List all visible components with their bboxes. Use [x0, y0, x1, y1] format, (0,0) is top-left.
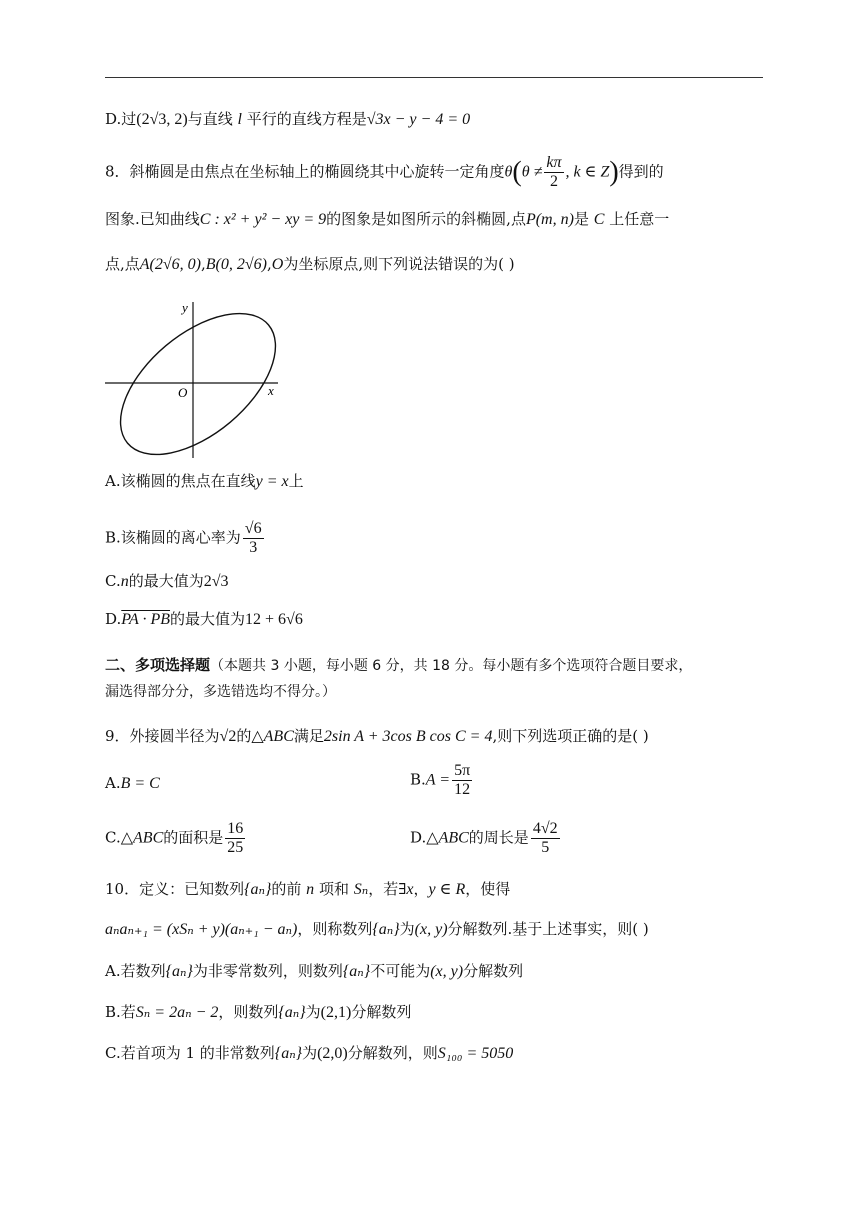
q10-b-text-2: ，则数列 [218, 1003, 279, 1021]
q9-option-a [105, 772, 160, 795]
q10-text-e: ， [413, 880, 429, 898]
q9-b-fraction: $\frac{5\pi}{12}$ [454, 762, 471, 798]
q10-b-eq: Sₙ = 2aₙ − 2 [135, 1004, 219, 1021]
q9-radius: √2 [219, 728, 237, 745]
q10-text-b: 的前 [271, 880, 302, 898]
q10-a-text-3: 不可能为 [370, 962, 431, 980]
q10-text-g: ，则称数列 [297, 920, 373, 938]
q10-c-eq: S₁₀₀ = 5050 [437, 1045, 514, 1062]
q10-c-seq: {aₙ} [274, 1045, 303, 1062]
q7-option-d [105, 108, 470, 131]
q8-b-text: B.该椭圆的离心率为 [105, 528, 241, 547]
q8-a-suffix: 上 [288, 472, 304, 490]
q9-equation: 2sin A + 3cos B cos C = 4 [323, 728, 493, 745]
q10-b-xy: (2,1) [320, 1004, 352, 1021]
q7-d-prefix: D.过 [105, 110, 137, 128]
q10-y: y ∈ R [428, 881, 466, 898]
q10-x: x [406, 881, 414, 898]
q9-option-c [105, 820, 247, 857]
q7-d-equation: √3x − y − 4 = 0 [366, 111, 471, 128]
section2-note-2: 漏选得部分分，多选错选均不得分。） [105, 684, 336, 700]
q10-n: n [306, 881, 315, 898]
q10-line-1 [105, 878, 510, 901]
q10-a-text-4: 分解数列 [463, 962, 524, 980]
q9-triangle: △ABC [251, 728, 294, 745]
q8-point-p: P(m, n) [525, 211, 574, 228]
origin-label: O [178, 385, 188, 400]
q9-option-b [410, 762, 474, 799]
q8-sep: , [201, 255, 206, 273]
q10-text-h: 为 [399, 920, 415, 938]
q9-text-c: 满足 [293, 727, 324, 745]
q9-c-fraction: $\frac{16}{25}$ [227, 820, 244, 856]
q8-d-vectors: PA · PB [121, 611, 171, 628]
q8-c-prefix: C. [105, 572, 121, 590]
q8-stem-1: 8．斜椭圆是由焦点在坐标轴上的椭圆绕其中心旋转一定角度 [105, 162, 505, 181]
q10-text-c: 项和 [318, 880, 349, 898]
q9-d-text: 的周长是 [468, 828, 529, 847]
q8-line-3 [105, 253, 515, 276]
q9-b-prefix: B. [410, 770, 426, 789]
q8-stem-1b: 得到的 [618, 162, 664, 181]
q10-text-i: 分解数列.基于上述事实，则( ) [447, 920, 649, 938]
q9-stem [105, 725, 649, 748]
q7-d-text2: 平行的直线方程是 [246, 110, 367, 128]
q9-text-b: 的 [236, 727, 252, 745]
q8-stem-3: 点,点 [105, 255, 140, 273]
q10-b-text-3: 为 [305, 1003, 321, 1021]
q10-a-seq: {aₙ} [165, 963, 193, 980]
header-rule [105, 77, 763, 78]
q8-stem-3c: 为坐标原点,则下列说法错误的为( ) [283, 255, 515, 273]
q8-d-value: 12 + 6√6 [245, 611, 303, 628]
q10-definition-eq: aₙaₙ₊₁ = (xSₙ + y)(aₙ₊₁ − aₙ) [105, 921, 298, 938]
q10-text-f: ，使得 [465, 880, 511, 898]
q8-c-text: 的最大值为 [128, 572, 204, 590]
q10-seq-2: {aₙ} [372, 921, 400, 938]
section2-header [105, 654, 692, 677]
q9-text-d: ,则下列选项正确的是( ) [492, 727, 649, 745]
q8-point-b: B(0, 2√6) [205, 256, 267, 273]
q8-option-c [105, 570, 229, 593]
q8-c-value: 2√3 [203, 573, 229, 590]
q9-d-prefix: D. [410, 828, 427, 847]
q8-point-a: A(2√6, 0) [139, 256, 201, 273]
q10-c-text-2: 为 [302, 1044, 318, 1062]
q8-theta: θ [504, 163, 513, 181]
q10-b-text-4: 分解数列 [351, 1003, 412, 1021]
q7-d-text: 与直线 [187, 110, 233, 128]
q8-line-1: 8．斜椭圆是由焦点在坐标轴上的椭圆绕其中心旋转一定角度θ(θ ≠ $\frac{k\pi}{2}$ , k ∈ Z)得到的 [105, 154, 664, 190]
q10-c-xy: (2,0) [317, 1045, 348, 1062]
q8-option-d [105, 608, 303, 631]
q8-origin-o: O [271, 256, 284, 273]
q9-d-triangle: △ABC [426, 829, 469, 847]
q8-stem-2b: 的图象是如图所示的斜椭圆,点 [326, 210, 526, 228]
q10-option-c [105, 1042, 513, 1065]
q10-a-text-2: 为非零常数列，则数列 [192, 962, 343, 980]
q9-option-d [410, 820, 562, 857]
q10-a-xy: (x, y) [430, 963, 464, 980]
q8-option-a [105, 470, 304, 493]
q7-d-line-l: l [237, 111, 242, 128]
q8-curve-equation: C : x² + y² − xy = 9 [199, 211, 327, 228]
q10-xy: (x, y) [414, 921, 448, 938]
q8-a-text: A.该椭圆的焦点在直线 [105, 472, 256, 490]
q8-line-2 [105, 208, 669, 231]
q10-seq: {aₙ} [244, 881, 272, 898]
q8-sep2: , [267, 255, 272, 273]
q8-ellipse-figure [100, 298, 290, 463]
q9-a-eq: B = C [120, 775, 160, 792]
y-axis-label: y [182, 300, 188, 315]
q10-c-text-3: 分解数列，则 [347, 1044, 438, 1062]
x-axis-label: x [268, 383, 274, 398]
q10-text-a: 10．定义：已知数列 [105, 880, 245, 898]
section2-note-1: （本题共 3 小题，每小题 6 分，共 18 分。每小题有多个选项符合题目要求， [210, 658, 693, 674]
q8-cond-fraction: $\frac{k\pi}{2}$ [546, 154, 562, 190]
q9-c-prefix: C. [105, 828, 121, 847]
q8-stem-2d: 上任意一 [609, 210, 670, 228]
q10-sn: Sₙ [353, 881, 369, 898]
q8-curve-c: C [593, 211, 605, 228]
q9-b-lhs: A = [425, 771, 451, 789]
q9-d-fraction: $\frac{4√2}{5}$ [532, 820, 558, 856]
q10-b-text-1: B.若 [105, 1003, 136, 1021]
slanted-ellipse [100, 298, 290, 463]
q10-a-text-1: A.若数列 [105, 962, 166, 980]
q8-cond-k: , k ∈ Z [565, 163, 610, 181]
q9-c-text: 的面积是 [163, 828, 224, 847]
q8-stem-2c: 是 [573, 210, 589, 228]
q9-a-prefix: A. [105, 774, 121, 792]
q8-b-fraction: $\frac{√6}{3}$ [244, 520, 262, 556]
q10-b-seq: {aₙ} [278, 1004, 306, 1021]
q10-c-text-1: C.若首项为 1 的非常数列 [105, 1044, 275, 1062]
section2-header-2 [105, 680, 336, 703]
q7-d-point: (2√3, 2) [136, 111, 188, 128]
section2-title: 二、多项选择题 [105, 656, 211, 674]
q8-d-prefix: D. [105, 610, 122, 628]
q8-option-b [105, 520, 266, 557]
q9-text-a: 9．外接圆半径为 [105, 727, 220, 745]
q8-a-eq: y = x [255, 473, 289, 490]
q10-a-seq-2: {aₙ} [342, 963, 371, 980]
q8-stem-2: 图象.已知曲线 [105, 210, 200, 228]
q8-d-text: 的最大值为 [170, 610, 246, 628]
q10-line-2 [105, 918, 649, 941]
q10-option-b [105, 1001, 411, 1024]
q10-text-d: ，若∃ [368, 880, 407, 898]
q10-option-a [105, 960, 523, 983]
q9-c-triangle: △ABC [120, 829, 164, 847]
q8-c-n: n [120, 573, 129, 590]
q8-cond: θ ≠ [521, 163, 543, 181]
